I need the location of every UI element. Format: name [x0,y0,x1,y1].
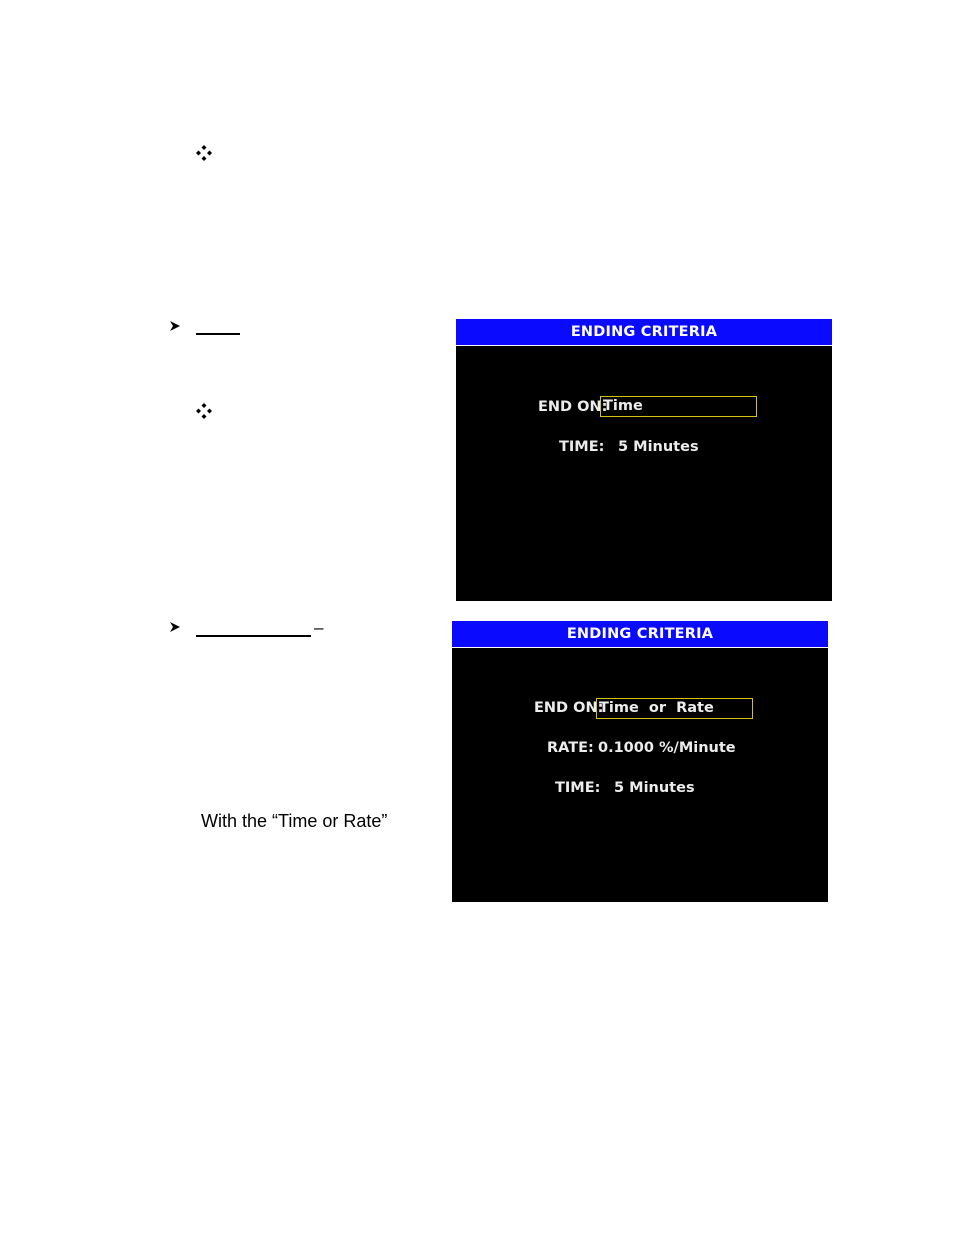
time-value: 5 Minutes [618,439,699,455]
end-on-label: END ON: [534,700,604,716]
arrow-bullet-icon [169,621,181,633]
end-on-label: END ON: [538,399,608,415]
arrow-bullet-icon [169,320,181,332]
heading-dash: – [314,618,324,637]
ending-criteria-screen-time [456,319,832,601]
section-heading-underline [196,333,240,335]
ending-criteria-screen-time-or-rate [452,621,828,902]
rate-value: 0.1000 %/Minute [598,740,736,756]
rate-label: RATE: [547,740,594,756]
time-label: TIME: [555,780,601,796]
time-label: TIME: [559,439,605,455]
time-value: 5 Minutes [614,780,695,796]
caption-text: With the “Time or Rate” [201,811,388,831]
screen-title: ENDING CRITERIA [456,319,832,346]
end-on-field[interactable]: Time [600,396,757,417]
screen-title: ENDING CRITERIA [452,621,828,648]
end-on-field[interactable]: Time or Rate [596,698,753,719]
diamond-bullet-icon [196,145,212,161]
diamond-bullet-icon [196,403,212,419]
section-heading-underline [196,635,311,637]
